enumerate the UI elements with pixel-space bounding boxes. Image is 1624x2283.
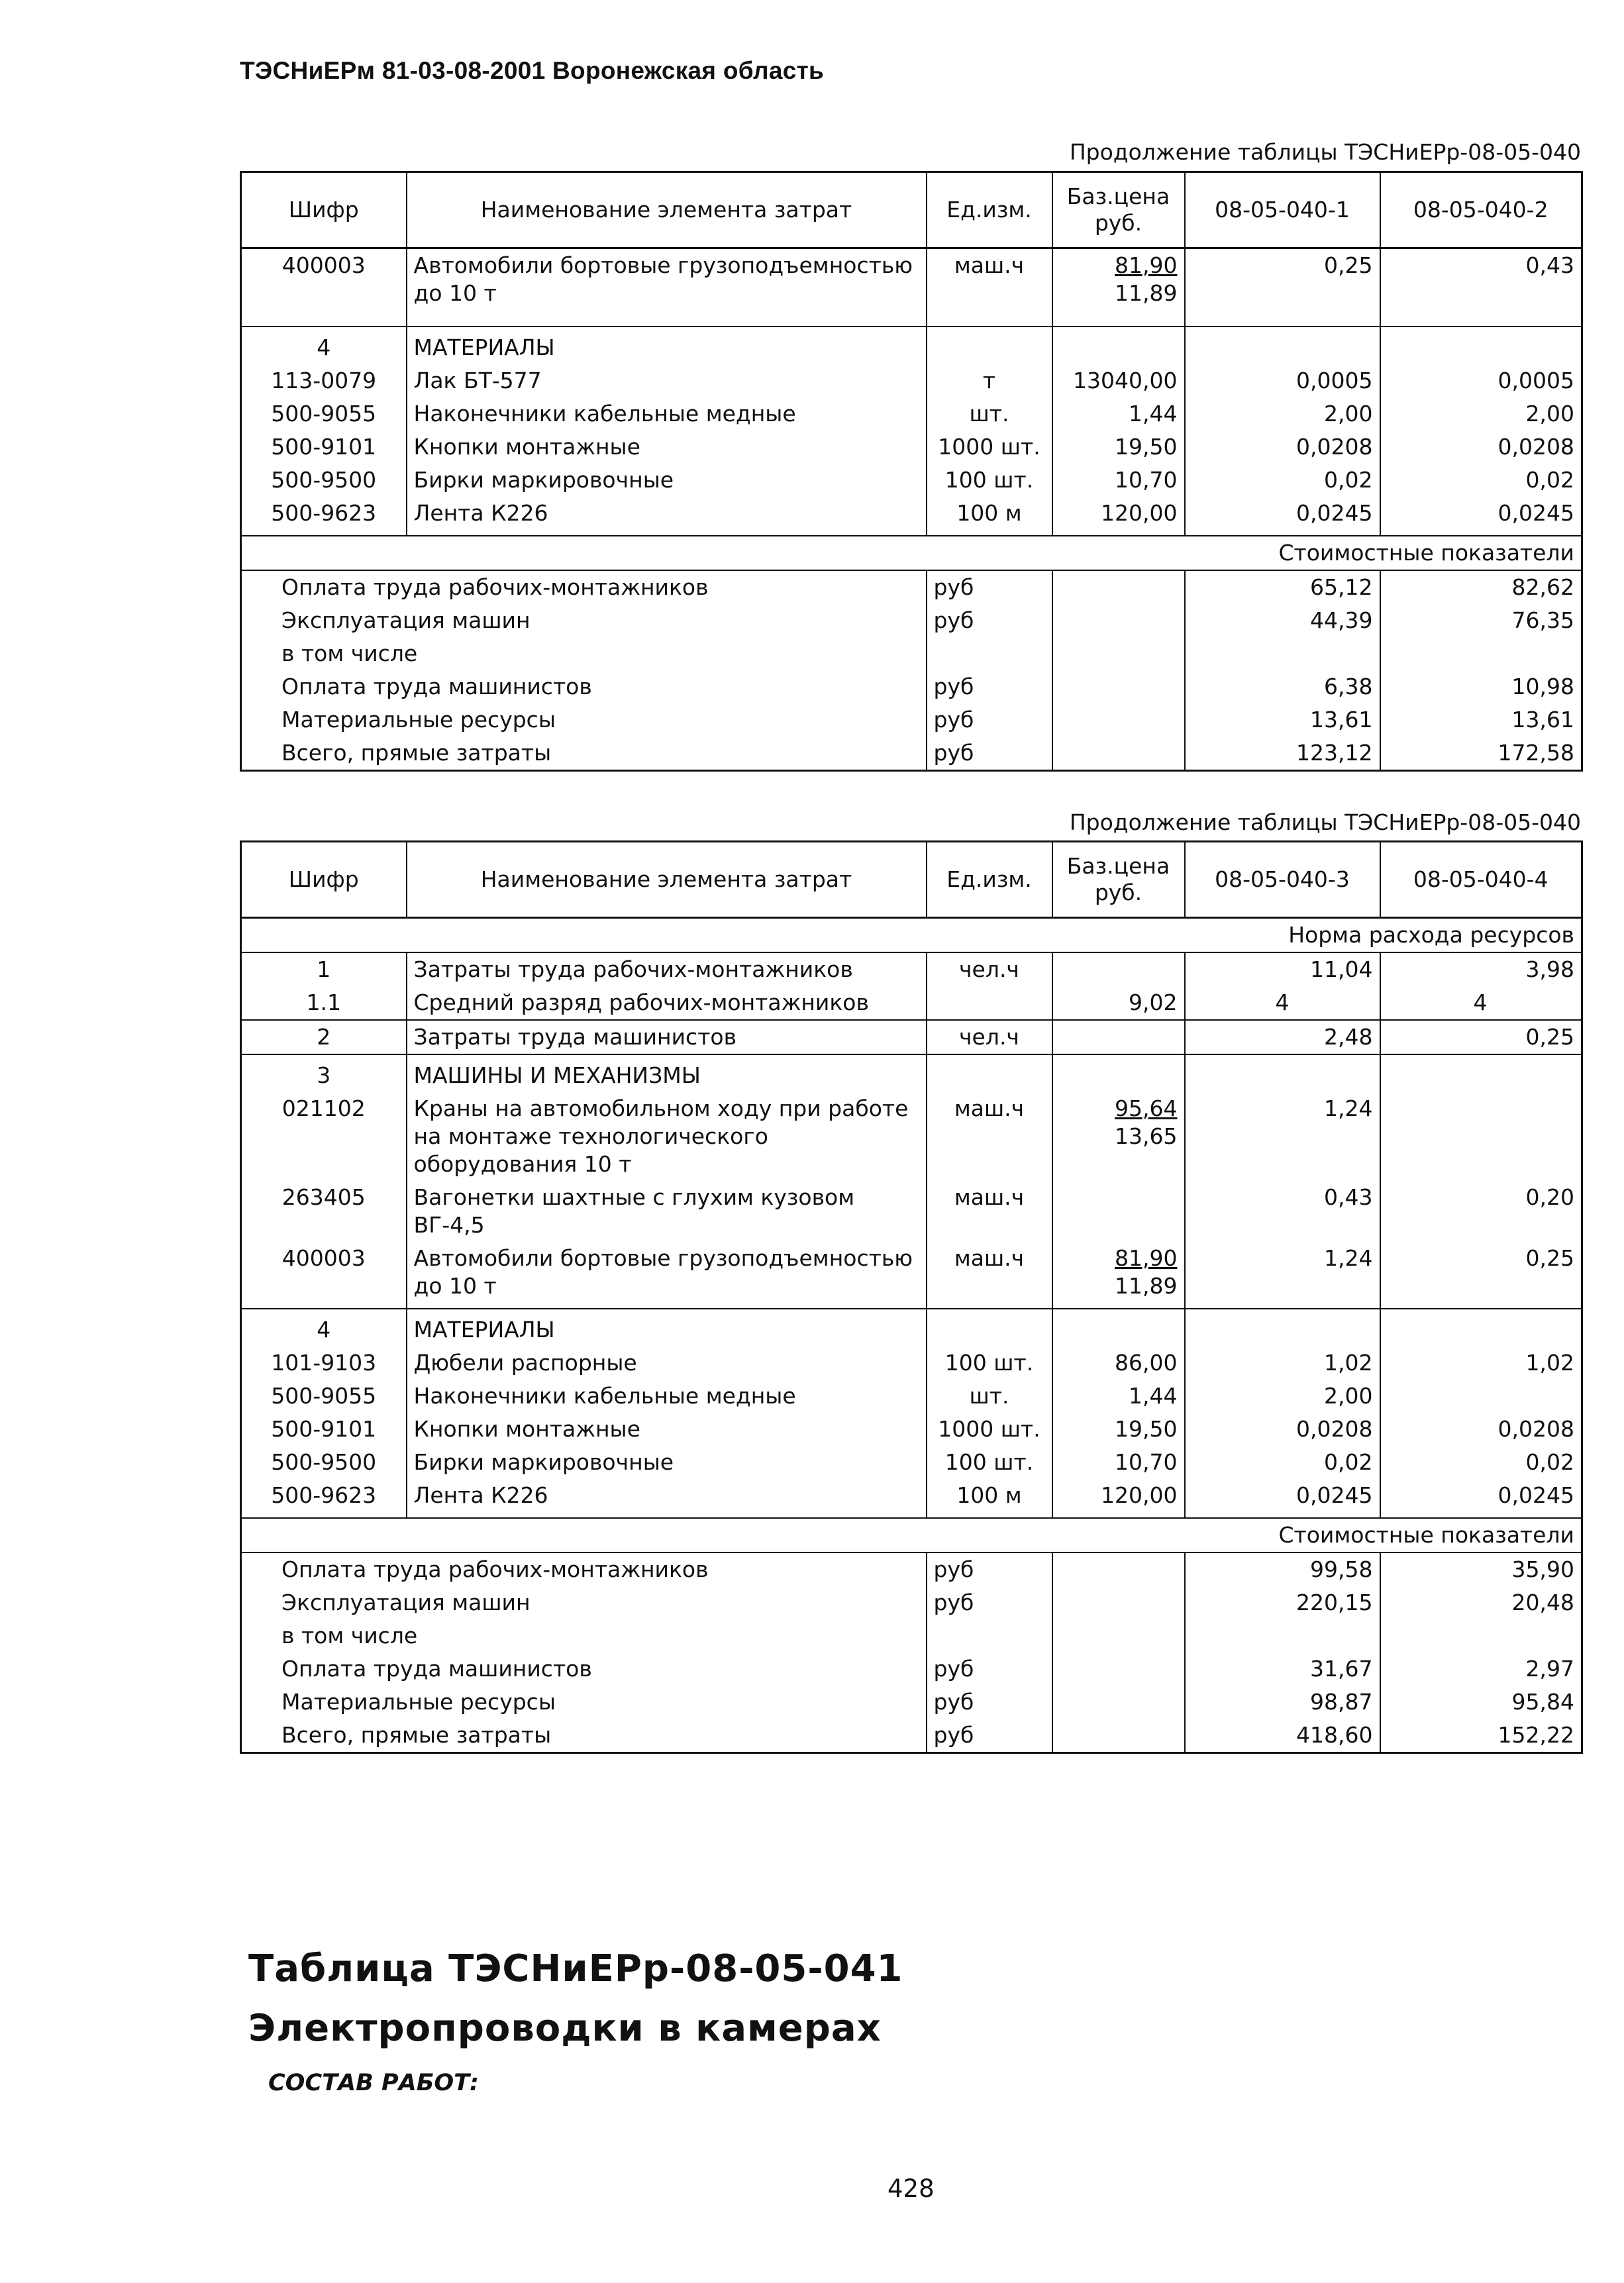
cost-row xyxy=(241,570,1582,604)
table-row xyxy=(241,1020,1582,1054)
row-name: Бирки маркировочные xyxy=(407,464,927,497)
row-v1: 1,24 xyxy=(1185,1242,1380,1309)
section-label: МАШИНЫ И МЕХАНИЗМЫ xyxy=(407,1054,927,1092)
cost-v2: 2,97 xyxy=(1380,1652,1582,1686)
row-price xyxy=(1052,1242,1185,1309)
column-header-price: Баз.цена руб. xyxy=(1052,172,1185,248)
table-row xyxy=(241,1092,1582,1181)
cost-v1: 99,58 xyxy=(1185,1552,1380,1586)
cost-unit: руб xyxy=(927,1686,1052,1719)
cost-label: в том числе xyxy=(241,637,927,670)
price-total: 81,90 xyxy=(1115,1245,1178,1271)
row-v2: 1,02 xyxy=(1380,1346,1582,1380)
cost-v1: 13,61 xyxy=(1185,703,1380,736)
cost-unit: руб xyxy=(927,1586,1052,1619)
row-name: Наконечники кабельные медные xyxy=(407,397,927,431)
cost-v1: 123,12 xyxy=(1185,736,1380,771)
table2 xyxy=(240,840,1583,1754)
cost-row xyxy=(241,670,1582,703)
row-v2: 0,20 xyxy=(1380,1181,1582,1242)
row-code: 1 xyxy=(241,952,407,986)
cost-row xyxy=(241,1586,1582,1619)
row-price xyxy=(1052,1181,1185,1242)
row-v1: 0,02 xyxy=(1185,1446,1380,1479)
cost-row xyxy=(241,1619,1582,1652)
row-price: 10,70 xyxy=(1052,1446,1185,1479)
section-number: 3 xyxy=(241,1054,407,1092)
cost-unit: руб xyxy=(927,670,1052,703)
cost-unit: руб xyxy=(927,1552,1052,1586)
cost-v2: 76,35 xyxy=(1380,604,1582,637)
cost-label: Оплата труда машинистов xyxy=(241,1652,927,1686)
norm-caption: Норма расхода ресурсов xyxy=(241,918,1582,953)
cost-row xyxy=(241,736,1582,771)
table-row xyxy=(241,1346,1582,1380)
cost-v2: 95,84 xyxy=(1380,1686,1582,1719)
row-v2: 3,98 xyxy=(1380,952,1582,986)
cost-v1: 65,12 xyxy=(1185,570,1380,604)
column-header-unit: Ед.изм. xyxy=(927,172,1052,248)
table-row xyxy=(241,397,1582,431)
table-row xyxy=(241,986,1582,1020)
cost-v2: 82,62 xyxy=(1380,570,1582,604)
section-row-materials xyxy=(241,327,1582,364)
row-v2 xyxy=(1380,1380,1582,1413)
row-code: 400003 xyxy=(241,1242,407,1309)
row-name: Автомобили бортовые грузоподъемностью до 10 т xyxy=(407,1242,927,1309)
row-price xyxy=(1052,1092,1185,1181)
cost-v2: 13,61 xyxy=(1380,703,1582,736)
section-row-materials xyxy=(241,1309,1582,1346)
row-unit: шт. xyxy=(927,397,1052,431)
row-code: 113-0079 xyxy=(241,364,407,397)
cost-label: Всего, прямые затраты xyxy=(241,1719,927,1753)
row-v1: 0,25 xyxy=(1185,248,1380,327)
row-name: Затраты труда машинистов xyxy=(407,1020,927,1054)
table-row xyxy=(241,464,1582,497)
row-unit: маш.ч xyxy=(927,1092,1052,1181)
row-code: 021102 xyxy=(241,1092,407,1181)
column-header-name: Наименование элемента затрат xyxy=(407,172,927,248)
price-total: 81,90 xyxy=(1115,252,1178,278)
column-header-v2: 08-05-040-4 xyxy=(1380,842,1582,918)
row-unit: 100 м xyxy=(927,1479,1052,1518)
row-v2: 0,02 xyxy=(1380,1446,1582,1479)
cost-v2: 10,98 xyxy=(1380,670,1582,703)
row-name: Вагонетки шахтные с глухим кузовом ВГ-4,5 xyxy=(407,1181,927,1242)
row-unit: 100 м xyxy=(927,497,1052,536)
row-unit: 100 шт. xyxy=(927,1446,1052,1479)
price-wage: 11,89 xyxy=(1115,280,1178,306)
row-v1: 11,04 xyxy=(1185,952,1380,986)
row-v2: 0,43 xyxy=(1380,248,1582,327)
row-unit: чел.ч xyxy=(927,1020,1052,1054)
row-price: 120,00 xyxy=(1052,1479,1185,1518)
row-code: 500-9055 xyxy=(241,1380,407,1413)
cost-v1: 418,60 xyxy=(1185,1719,1380,1753)
cost-label: Эксплуатация машин xyxy=(241,604,927,637)
cost-caption: Стоимостные показатели xyxy=(241,1518,1582,1552)
row-price: 1,44 xyxy=(1052,397,1185,431)
cost-v1: 6,38 xyxy=(1185,670,1380,703)
row-price: 19,50 xyxy=(1052,431,1185,464)
section-row-machines xyxy=(241,1054,1582,1092)
row-unit: 100 шт. xyxy=(927,1346,1052,1380)
column-header-v2: 08-05-040-2 xyxy=(1380,172,1582,248)
section-number: 4 xyxy=(241,1309,407,1346)
row-v1: 0,0208 xyxy=(1185,1413,1380,1446)
row-name: Средний разряд рабочих-монтажников xyxy=(407,986,927,1020)
row-unit: чел.ч xyxy=(927,952,1052,986)
row-code: 1.1 xyxy=(241,986,407,1020)
row-name: Лента К226 xyxy=(407,497,927,536)
row-unit: 1000 шт. xyxy=(927,1413,1052,1446)
table1 xyxy=(240,171,1583,772)
row-code: 400003 xyxy=(241,248,407,327)
row-v2: 0,0208 xyxy=(1380,1413,1582,1446)
cost-label: в том числе xyxy=(241,1619,927,1652)
section-label: МАТЕРИАЛЫ xyxy=(407,1309,927,1346)
page-number: 428 xyxy=(888,2174,935,2203)
row-name: Наконечники кабельные медные xyxy=(407,1380,927,1413)
row-v1: 2,00 xyxy=(1185,1380,1380,1413)
cost-unit: руб xyxy=(927,570,1052,604)
section-label: МАТЕРИАЛЫ xyxy=(407,327,927,364)
row-v1: 0,0245 xyxy=(1185,1479,1380,1518)
price-total: 95,64 xyxy=(1115,1095,1178,1121)
row-v1: 2,00 xyxy=(1185,397,1380,431)
table1-continuation-caption: Продолжение таблицы ТЭСНиЕРр-08-05-040 xyxy=(1069,139,1581,165)
table-row xyxy=(241,431,1582,464)
cost-unit: руб xyxy=(927,1719,1052,1753)
column-header-code: Шифр xyxy=(241,842,407,918)
row-code: 500-9101 xyxy=(241,431,407,464)
row-name: Лента К226 xyxy=(407,1479,927,1518)
row-code: 500-9500 xyxy=(241,464,407,497)
row-unit: шт. xyxy=(927,1380,1052,1413)
row-name: Автомобили бортовые грузоподъемностью до 10 т xyxy=(407,248,927,327)
price-wage: 13,65 xyxy=(1115,1123,1178,1149)
cost-label: Материальные ресурсы xyxy=(241,1686,927,1719)
cost-v2: 35,90 xyxy=(1380,1552,1582,1586)
cost-row xyxy=(241,1686,1582,1719)
document-header: ТЭСНиЕРм 81-03-08-2001 Воронежская область xyxy=(240,57,825,84)
row-v2: 4 xyxy=(1380,986,1582,1020)
row-code: 500-9101 xyxy=(241,1413,407,1446)
section-subtitle: Электропроводки в камерах xyxy=(248,2007,882,2050)
row-name: Лак БТ-577 xyxy=(407,364,927,397)
row-price: 86,00 xyxy=(1052,1346,1185,1380)
row-price: 120,00 xyxy=(1052,497,1185,536)
cost-v1: 98,87 xyxy=(1185,1686,1380,1719)
column-header-v1: 08-05-040-3 xyxy=(1185,842,1380,918)
row-price: 10,70 xyxy=(1052,464,1185,497)
row-unit xyxy=(927,986,1052,1020)
cost-row xyxy=(241,1719,1582,1753)
row-unit: 1000 шт. xyxy=(927,431,1052,464)
row-code: 500-9623 xyxy=(241,1479,407,1518)
table-row xyxy=(241,1446,1582,1479)
row-v2 xyxy=(1380,1092,1582,1181)
cost-caption-row xyxy=(241,536,1582,570)
cost-caption-row xyxy=(241,1518,1582,1552)
row-code: 500-9623 xyxy=(241,497,407,536)
table1-header-row xyxy=(241,172,1582,248)
cost-row xyxy=(241,604,1582,637)
row-unit: т xyxy=(927,364,1052,397)
row-name: Кнопки монтажные xyxy=(407,1413,927,1446)
table-row xyxy=(241,364,1582,397)
row-v1: 0,0005 xyxy=(1185,364,1380,397)
row-name: Затраты труда рабочих-монтажников xyxy=(407,952,927,986)
cost-label: Всего, прямые затраты xyxy=(241,736,927,771)
row-v1: 1,24 xyxy=(1185,1092,1380,1181)
row-v1: 0,02 xyxy=(1185,464,1380,497)
table-row xyxy=(241,248,1582,327)
cost-unit: руб xyxy=(927,604,1052,637)
table-row xyxy=(241,1242,1582,1309)
row-price xyxy=(1052,1020,1185,1054)
cost-label: Материальные ресурсы xyxy=(241,703,927,736)
norm-caption-row xyxy=(241,918,1582,953)
table-row xyxy=(241,1380,1582,1413)
cost-label: Оплата труда машинистов xyxy=(241,670,927,703)
cost-v1: 31,67 xyxy=(1185,1652,1380,1686)
cost-unit: руб xyxy=(927,1652,1052,1686)
row-unit: маш.ч xyxy=(927,248,1052,327)
cost-row xyxy=(241,637,1582,670)
row-v2: 0,0005 xyxy=(1380,364,1582,397)
row-v2: 0,02 xyxy=(1380,464,1582,497)
table-row xyxy=(241,1479,1582,1518)
row-price: 1,44 xyxy=(1052,1380,1185,1413)
row-v1: 4 xyxy=(1185,986,1380,1020)
price-wage: 11,89 xyxy=(1115,1273,1178,1299)
cost-row xyxy=(241,1552,1582,1586)
row-name: Кнопки монтажные xyxy=(407,431,927,464)
cost-unit: руб xyxy=(927,703,1052,736)
row-v1: 0,0208 xyxy=(1185,431,1380,464)
row-v2: 0,0245 xyxy=(1380,1479,1582,1518)
row-name: Бирки маркировочные xyxy=(407,1446,927,1479)
row-price xyxy=(1052,248,1185,327)
row-code: 101-9103 xyxy=(241,1346,407,1380)
composition-label: СОСТАВ РАБОТ: xyxy=(268,2070,479,2096)
cost-label: Оплата труда рабочих-монтажников xyxy=(241,1552,927,1586)
table-row xyxy=(241,1413,1582,1446)
row-v1: 0,0245 xyxy=(1185,497,1380,536)
cost-v2: 20,48 xyxy=(1380,1586,1582,1619)
row-code: 2 xyxy=(241,1020,407,1054)
cost-v2: 172,58 xyxy=(1380,736,1582,771)
column-header-unit: Ед.изм. xyxy=(927,842,1052,918)
cost-row xyxy=(241,703,1582,736)
cost-caption: Стоимостные показатели xyxy=(241,536,1582,570)
cost-label: Оплата труда рабочих-монтажников xyxy=(241,570,927,604)
cost-v1: 220,15 xyxy=(1185,1586,1380,1619)
cost-row xyxy=(241,1652,1582,1686)
row-price: 13040,00 xyxy=(1052,364,1185,397)
column-header-price: Баз.цена руб. xyxy=(1052,842,1185,918)
table-row xyxy=(241,1181,1582,1242)
row-unit: маш.ч xyxy=(927,1181,1052,1242)
cost-v2: 152,22 xyxy=(1380,1719,1582,1753)
row-v1: 1,02 xyxy=(1185,1346,1380,1380)
row-unit: 100 шт. xyxy=(927,464,1052,497)
cost-v1: 44,39 xyxy=(1185,604,1380,637)
column-header-name: Наименование элемента затрат xyxy=(407,842,927,918)
row-name: Дюбели распорные xyxy=(407,1346,927,1380)
table2-continuation-caption: Продолжение таблицы ТЭСНиЕРр-08-05-040 xyxy=(1069,809,1581,835)
table-row xyxy=(241,497,1582,536)
row-v1: 2,48 xyxy=(1185,1020,1380,1054)
cost-unit: руб xyxy=(927,736,1052,771)
row-unit: маш.ч xyxy=(927,1242,1052,1309)
cost-label: Эксплуатация машин xyxy=(241,1586,927,1619)
row-price: 9,02 xyxy=(1052,986,1185,1020)
row-code: 500-9500 xyxy=(241,1446,407,1479)
row-price xyxy=(1052,952,1185,986)
table2-header-row xyxy=(241,842,1582,918)
column-header-v1: 08-05-040-1 xyxy=(1185,172,1380,248)
section-number: 4 xyxy=(241,327,407,364)
row-v2: 2,00 xyxy=(1380,397,1582,431)
column-header-code: Шифр xyxy=(241,172,407,248)
table-row xyxy=(241,952,1582,986)
row-v1: 0,43 xyxy=(1185,1181,1380,1242)
row-v2: 0,0208 xyxy=(1380,431,1582,464)
row-v2: 0,0245 xyxy=(1380,497,1582,536)
row-v2: 0,25 xyxy=(1380,1020,1582,1054)
row-v2: 0,25 xyxy=(1380,1242,1582,1309)
section-title: Таблица ТЭСНиЕРр-08-05-041 xyxy=(248,1947,903,1990)
row-price: 19,50 xyxy=(1052,1413,1185,1446)
row-code: 263405 xyxy=(241,1181,407,1242)
row-name: Краны на автомобильном ходу при работе на монтаже технологического оборудования 10 т xyxy=(407,1092,927,1181)
row-code: 500-9055 xyxy=(241,397,407,431)
